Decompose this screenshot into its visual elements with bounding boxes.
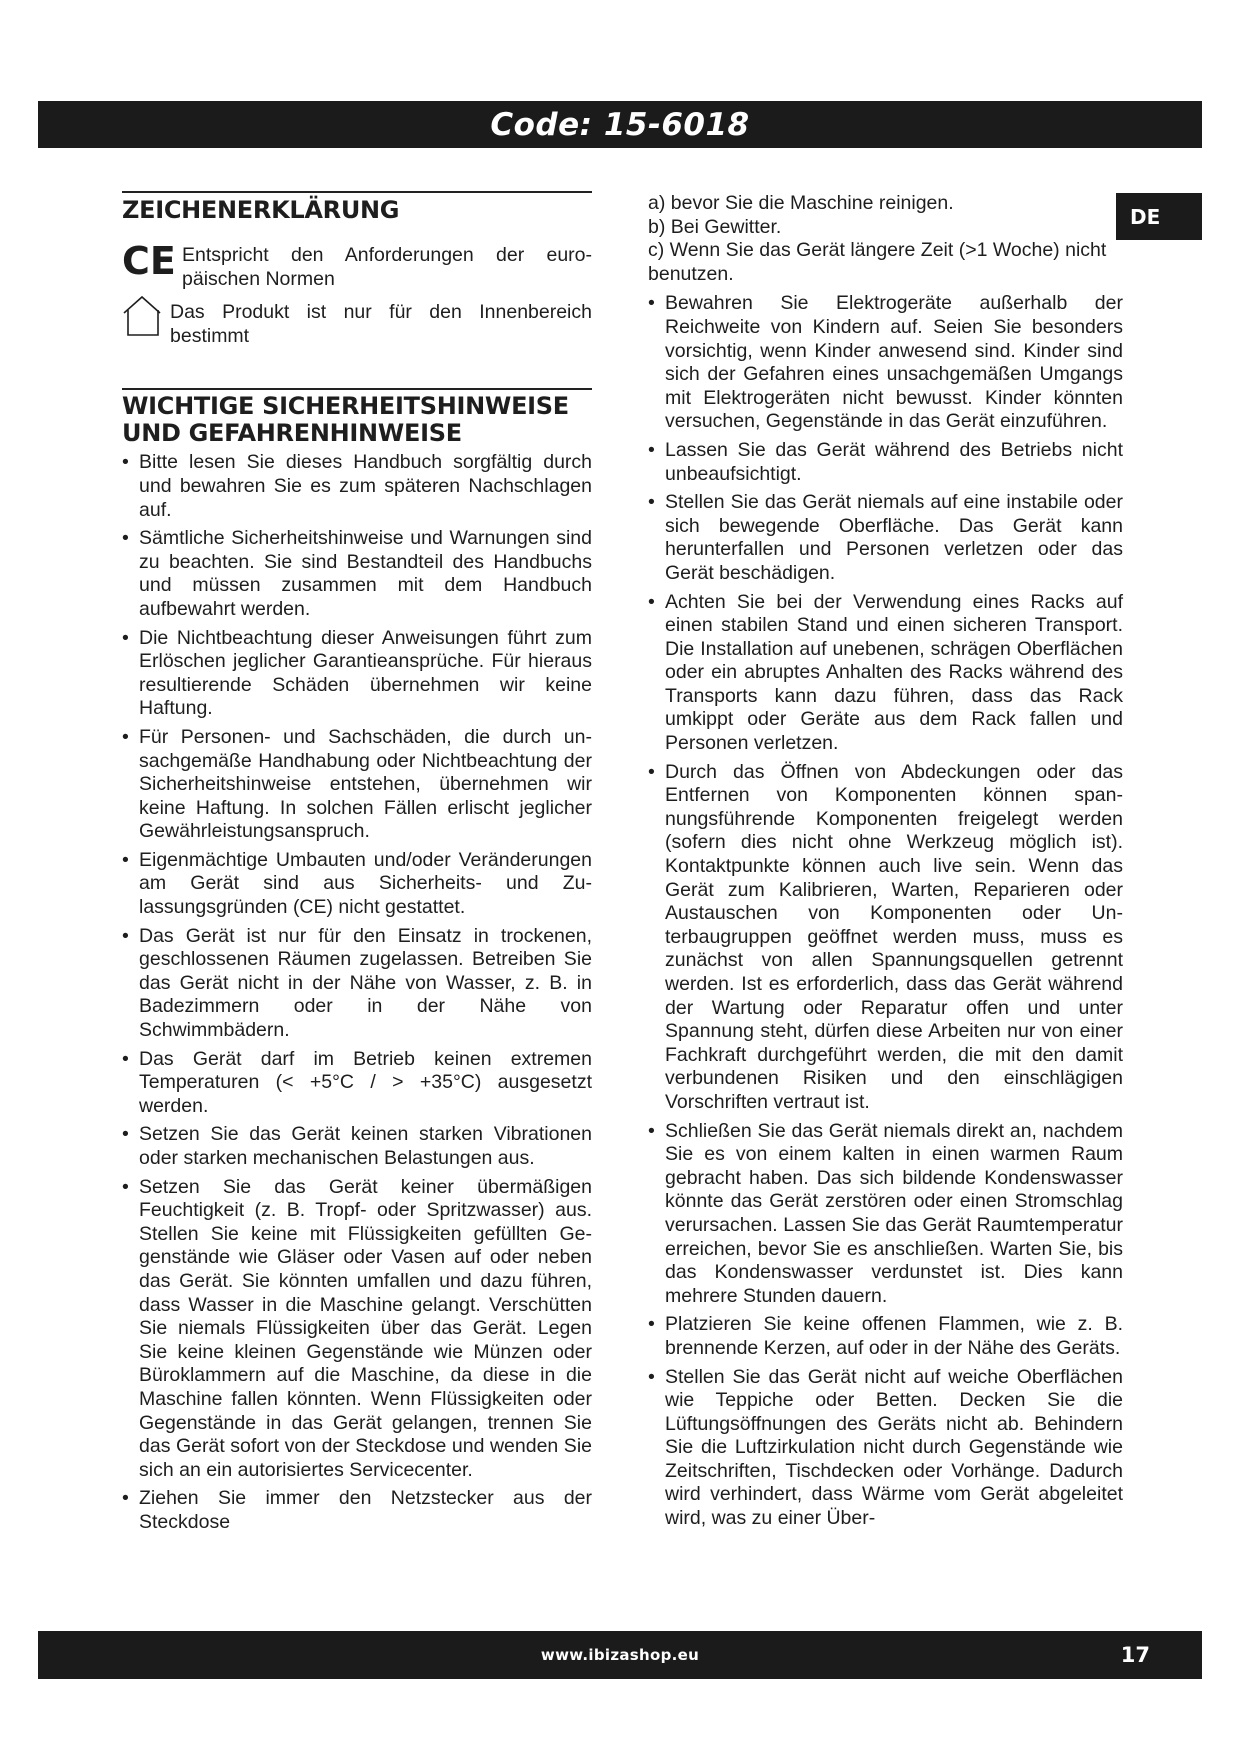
right-column bbox=[648, 192, 1123, 1536]
section-divider bbox=[122, 388, 592, 390]
website-url[interactable]: www.ibizashop.eu bbox=[540, 1646, 700, 1664]
house-icon bbox=[122, 295, 162, 337]
list-item: • Schließen Sie das Gerät niemals direkt an, nachdem Sie es von einem kalten in einen warmen Raum gebracht haben. Das sich bildende Kondenswasser könnte das Gerät zerstören oder einen Stromschlag verursachen. Lassen Sie das Gerät Raumtemperatur erreichen, bevor Sie es anschließen. Warten Sie, bis das Kondenswasser verdunstet ist. Dies kann mehrere Stunden dauern. bbox=[648, 1120, 1123, 1309]
safety-list-left bbox=[122, 451, 592, 1534]
list-item: • Bewahren Sie Elektrogeräte außerhalb der Reichweite von Kindern auf. Seien Sie besonders vorsichtig, wenn Kinder anwesend sind. Kinder sind sich der Gefahren eines unsachgemäßen Umgangs mit Elektrogeräten nicht bewusst. Kinder könnten versuchen, Gegenstände in das Gerät einzuführen. bbox=[648, 292, 1123, 434]
condition-b: b) Bei Gewitter. bbox=[648, 215, 782, 238]
legend-title: ZEICHENERKLÄRUNG bbox=[122, 196, 400, 224]
legend-item-ce bbox=[122, 244, 592, 291]
left-column bbox=[122, 191, 592, 1540]
list-item: • Ziehen Sie immer den Netzstecker aus der Steckdose bbox=[122, 1487, 592, 1534]
unplug-conditions bbox=[648, 192, 1123, 286]
list-item: • Sämtliche Sicherheitshinweise und Warnungen sind zu beachten. Sie sind Bestandteil des Handbuchs und müssen zusammen mit dem Handbuch aufbewahrt werden. bbox=[122, 527, 592, 621]
footer-bar bbox=[38, 1631, 1202, 1679]
list-item: • Setzen Sie das Gerät keinen starken Vibrationen oder starken mechanischen Belastungen aus. bbox=[122, 1123, 592, 1170]
ce-mark-text: CE bbox=[122, 242, 176, 278]
legend-ce-text: Entspricht den Anforderungen der europäischen Normen bbox=[182, 244, 592, 290]
list-item: • Stellen Sie das Gerät nicht auf weiche Oberflächen wie Teppiche oder Betten. Decken Sie die Lüftungsöffnungen des Geräts nicht ab. Behindern Sie die Luftzirkulation nicht durch Gegenstände wie Zeitschriften, Tischdecken oder Vorhänge. Dadurch wird verhindert, dass Wärme vom Gerät abgeleitet wird, was zu einer Über- bbox=[648, 1366, 1123, 1531]
safety-list-right bbox=[648, 292, 1123, 1530]
condition-a: a) bevor Sie die Maschine reinigen. bbox=[648, 192, 954, 214]
list-item: • Achten Sie bei der Verwendung eines Racks auf einen stabilen Stand und einen sicheren Transport. Die Installation auf unebenen, schrägen Oberflächen oder ein abruptes Anhalten des Racks während des Transports kann dazu führen, dass das Rack umkippt oder Geräte aus dem Rack fallen und Personen verletzen. bbox=[648, 591, 1123, 756]
list-item: • Für Personen- und Sachschäden, die durch unsachgemäße Handhabung oder Nichtbeachtung der Sicherheitshinweise entstehen, übernehmen wir keine Haftung. In solchen Fällen erlischt jeglicher Gewährleistungsanspruch. bbox=[122, 726, 592, 844]
legend-house-text: Das Produkt ist nur für den Innenbereich bestimmt bbox=[170, 301, 592, 347]
list-item: • Das Gerät darf im Betrieb keinen extremen Temperaturen (< +5°C / > +35°C) ausgesetzt werden. bbox=[122, 1048, 592, 1119]
list-item: • Platzieren Sie keine offenen Flammen, wie z. B. brennende Kerzen, auf oder in der Nähe des Geräts. bbox=[648, 1313, 1123, 1360]
list-item: • Die Nichtbeachtung dieser Anweisungen führt zum Erlöschen jeglicher Garantieansprüche. Für hieraus resultierende Schäden übernehmen wir keine Haftung. bbox=[122, 627, 592, 721]
page-number: 17 bbox=[1120, 1643, 1150, 1667]
list-item: • Lassen Sie das Gerät während des Betriebs nicht unbeaufsichtigt. bbox=[648, 439, 1123, 486]
safety-title-line1: WICHTIGE SICHERHEITSHINWEISE bbox=[122, 392, 569, 421]
legend-item-house bbox=[122, 301, 592, 348]
list-item: • Bitte lesen Sie dieses Handbuch sorgfältig durch und bewahren Sie es zum späteren Nachschlagen auf. bbox=[122, 451, 592, 522]
safety-title bbox=[122, 393, 592, 447]
header-bar bbox=[38, 101, 1202, 148]
condition-c: c) Wenn Sie das Gerät längere Zeit (>1 Woche) nicht benutzen. bbox=[648, 239, 1107, 285]
list-item: • Setzen Sie das Gerät keiner übermäßigen Feuchtigkeit (z. B. Tropf- oder Spritzwasser) aus. Stellen Sie keine mit Flüssigkeiten gefüllten Gegenstände wie Gläser oder Vasen auf oder neben das Gerät. Sie könnten umfallen und dazu führen, dass Wasser in die Maschine gelangt. Verschütten Sie niemals Flüssigkeiten über das Gerät. Legen Sie keine kleinen Gegenstände wie Münzen oder Büroklammern auf die Maschine, da diese in die Maschine fallen könnten. Wenn Flüssigkeiten oder Gegenstände in das Gerät gelangen, trennen Sie das Gerät sofort von der Steckdose und wenden Sie sich an ein autorisiertes Servicecenter. bbox=[122, 1176, 592, 1483]
list-item: • Eigenmächtige Umbauten und/oder Veränderungen am Gerät sind aus Sicherheits- und Zulassungsgründen (CE) nicht gestattet. bbox=[122, 849, 592, 920]
ce-mark-icon bbox=[122, 242, 176, 278]
list-item: • Durch das Öffnen von Abdeckungen oder das Entfernen von Komponenten können spannungsführende Komponenten freigelegt werden (sofern dies nicht ohne Werkzeug möglich ist). Kontaktpunkte können auch live sein. Wenn das Gerät zum Kalibrieren, Warten, Reparieren oder Austauschen von Komponenten oder Unterbaugruppen geöffnet werden muss, muss es zunächst von allen Spannungsquellen getrennt werden. Ist es erforderlich, dass das Gerät während der Wartung oder Reparatur offen und unter Spannung steht, dürfen diese Arbeiten nur von einer Fachkraft durchgeführt werden, die mit den damit verbundenen Risiken und den einschlägigen Vorschriften vertraut ist. bbox=[648, 761, 1123, 1115]
list-item: • Das Gerät ist nur für den Einsatz in trockenen, geschlossenen Räumen zugelassen. Betreiben Sie das Gerät nicht in der Nähe von Wasser, z. B. in Badezimmern oder in der Nähe von Schwimmbädern. bbox=[122, 925, 592, 1043]
list-item: • Stellen Sie das Gerät niemals auf eine instabile oder sich bewegende Oberfläche. Das Gerät kann herunterfallen und Personen verletzen oder das Gerät beschädigen. bbox=[648, 491, 1123, 585]
language-tab: DE bbox=[1116, 193, 1202, 240]
product-code: Code: 15-6018 bbox=[490, 106, 750, 143]
section-divider bbox=[122, 191, 592, 193]
safety-title-line2: UND GEFAHRENHINWEISE bbox=[122, 419, 462, 448]
